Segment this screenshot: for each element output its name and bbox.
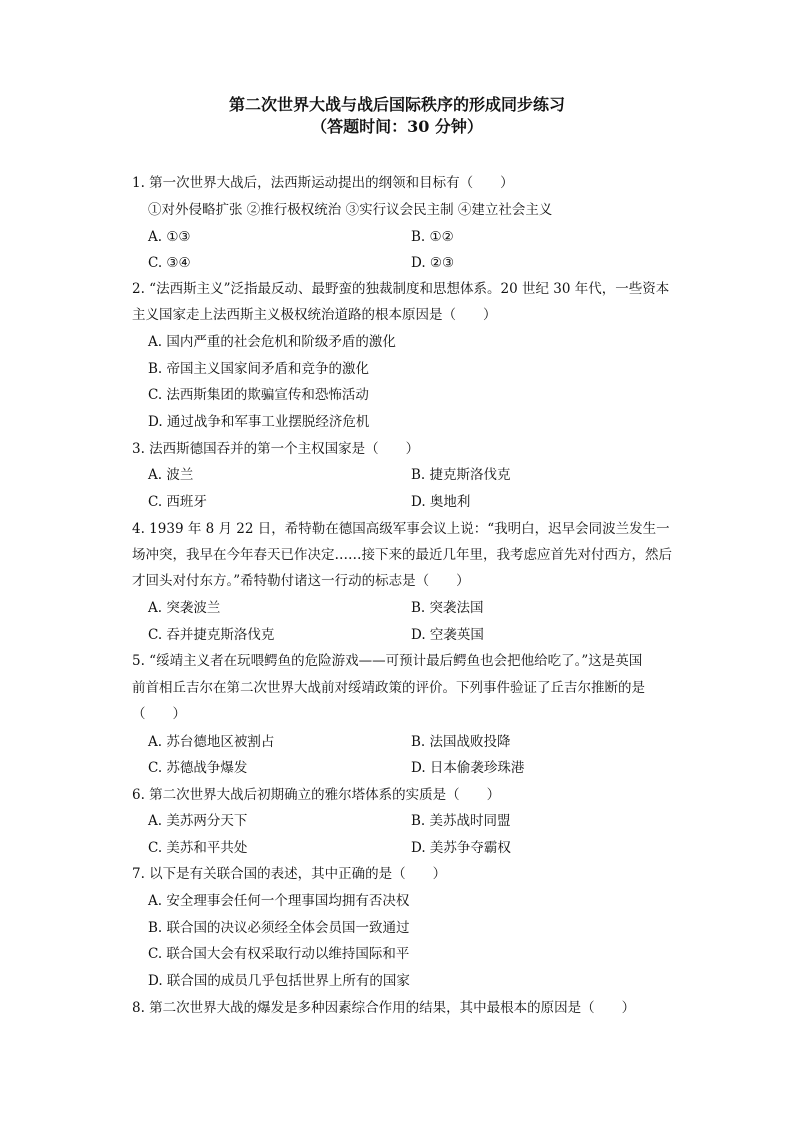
question-1-option-b: B. ①② xyxy=(411,229,454,245)
question-4-option-a: A. 突袭波兰 xyxy=(148,600,221,616)
question-5-option-b: B. 法国战败投降 xyxy=(411,734,511,750)
question-1-option-d: D. ②③ xyxy=(411,255,455,271)
question-1-stem: 1. 第一次世界大战后，法西斯运动提出的纲领和目标有（ ） xyxy=(132,175,514,191)
question-7-option-a: A. 安全理事会任何一个理事国均拥有否决权 xyxy=(148,893,410,909)
question-5-option-c: C. 苏德战争爆发 xyxy=(148,760,248,776)
question-2-option-d: D. 通过战争和军事工业摆脱经济危机 xyxy=(148,414,370,430)
question-1-statements: ①对外侵略扩张 ②推行极权统治 ③实行议会民主制 ④建立社会主义 xyxy=(148,202,553,218)
question-2-option-b: B. 帝国主义国家间矛盾和竞争的激化 xyxy=(148,361,370,377)
question-3-option-a: A. 波兰 xyxy=(148,467,194,483)
question-2-option-c: C. 法西斯集团的欺骗宣传和恐怖活动 xyxy=(148,387,369,403)
question-2-stem-line-2: 主义国家走上法西斯主义极权统治道路的根本原因是（ ） xyxy=(132,307,497,323)
question-4-option-d: D. 空袭英国 xyxy=(411,627,484,643)
question-5-option-d: D. 日本偷袭珍珠港 xyxy=(411,760,525,776)
question-7-option-d: D. 联合国的成员几乎包括世界上所有的国家 xyxy=(148,973,410,989)
question-1-option-a: A. ①③ xyxy=(148,229,191,245)
question-6-option-a: A. 美苏两分天下 xyxy=(148,813,248,829)
question-4-stem-line-1: 4. 1939 年 8 月 22 日，希特勒在德国高级军事会议上说：“我明白，迟早会同波兰发生一 xyxy=(132,521,670,537)
question-7-option-c: C. 联合国大会有权采取行动以维持国际和平 xyxy=(148,946,410,962)
question-4-stem-line-3: 才回头对付东方。”希特勒付诸这一行动的标志是（ ） xyxy=(132,573,470,589)
question-5-option-a: A. 苏台德地区被割占 xyxy=(148,734,275,750)
question-4-option-c: C. 吞并捷克斯洛伐克 xyxy=(148,627,275,643)
question-6-option-d: D. 美苏争夺霸权 xyxy=(411,840,511,856)
document-subtitle: （答题时间：30 分钟） xyxy=(311,117,483,136)
question-6-option-b: B. 美苏战时同盟 xyxy=(411,813,511,829)
question-4-option-b: B. 突袭法国 xyxy=(411,600,484,616)
question-1-option-c: C. ③④ xyxy=(148,255,191,271)
question-5-stem-line-2: 前首相丘吉尔在第二次世界大战前对绥靖政策的评价。下列事件验证了丘吉尔推断的是 xyxy=(132,680,645,696)
question-2-stem-line-1: 2. “法西斯主义”泛指最反动、最野蛮的独裁制度和思想体系。20 世纪 30 年代，一些资本 xyxy=(132,281,670,297)
question-3-stem: 3. 法西斯德国吞并的第一个主权国家是（ ） xyxy=(132,441,420,457)
question-8-stem: 8. 第二次世界大战的爆发是多种因素综合作用的结果，其中最根本的原因是（ ） xyxy=(132,1000,636,1016)
question-7-option-b: B. 联合国的决议必须经全体会员国一致通过 xyxy=(148,920,410,936)
question-4-stem-line-2: 场冲突，我早在今年春天已作决定……接下来的最近几年里，我考虑应首先对付西方，然后 xyxy=(132,547,672,563)
question-2-option-a: A. 国内严重的社会危机和阶级矛盾的激化 xyxy=(148,334,396,350)
question-7-stem: 7. 以下是有关联合国的表述，其中正确的是（ ） xyxy=(132,866,447,882)
question-5-stem-line-3: （ ） xyxy=(132,706,186,722)
question-3-option-c: C. 西班牙 xyxy=(148,494,207,510)
document-title: 第二次世界大战与战后国际秩序的形成同步练习 xyxy=(228,95,565,114)
question-5-stem-line-1: 5. “绥靖主义者在玩喂鳄鱼的危险游戏——可预计最后鳄鱼也会把他给吃了。”这是英国 xyxy=(132,653,643,669)
question-3-option-b: B. 捷克斯洛伐克 xyxy=(411,467,511,483)
question-3-option-d: D. 奥地利 xyxy=(411,494,471,510)
question-6-stem: 6. 第二次世界大战后初期确立的雅尔塔体系的实质是（ ） xyxy=(132,787,501,803)
question-6-option-c: C. 美苏和平共处 xyxy=(148,840,248,856)
